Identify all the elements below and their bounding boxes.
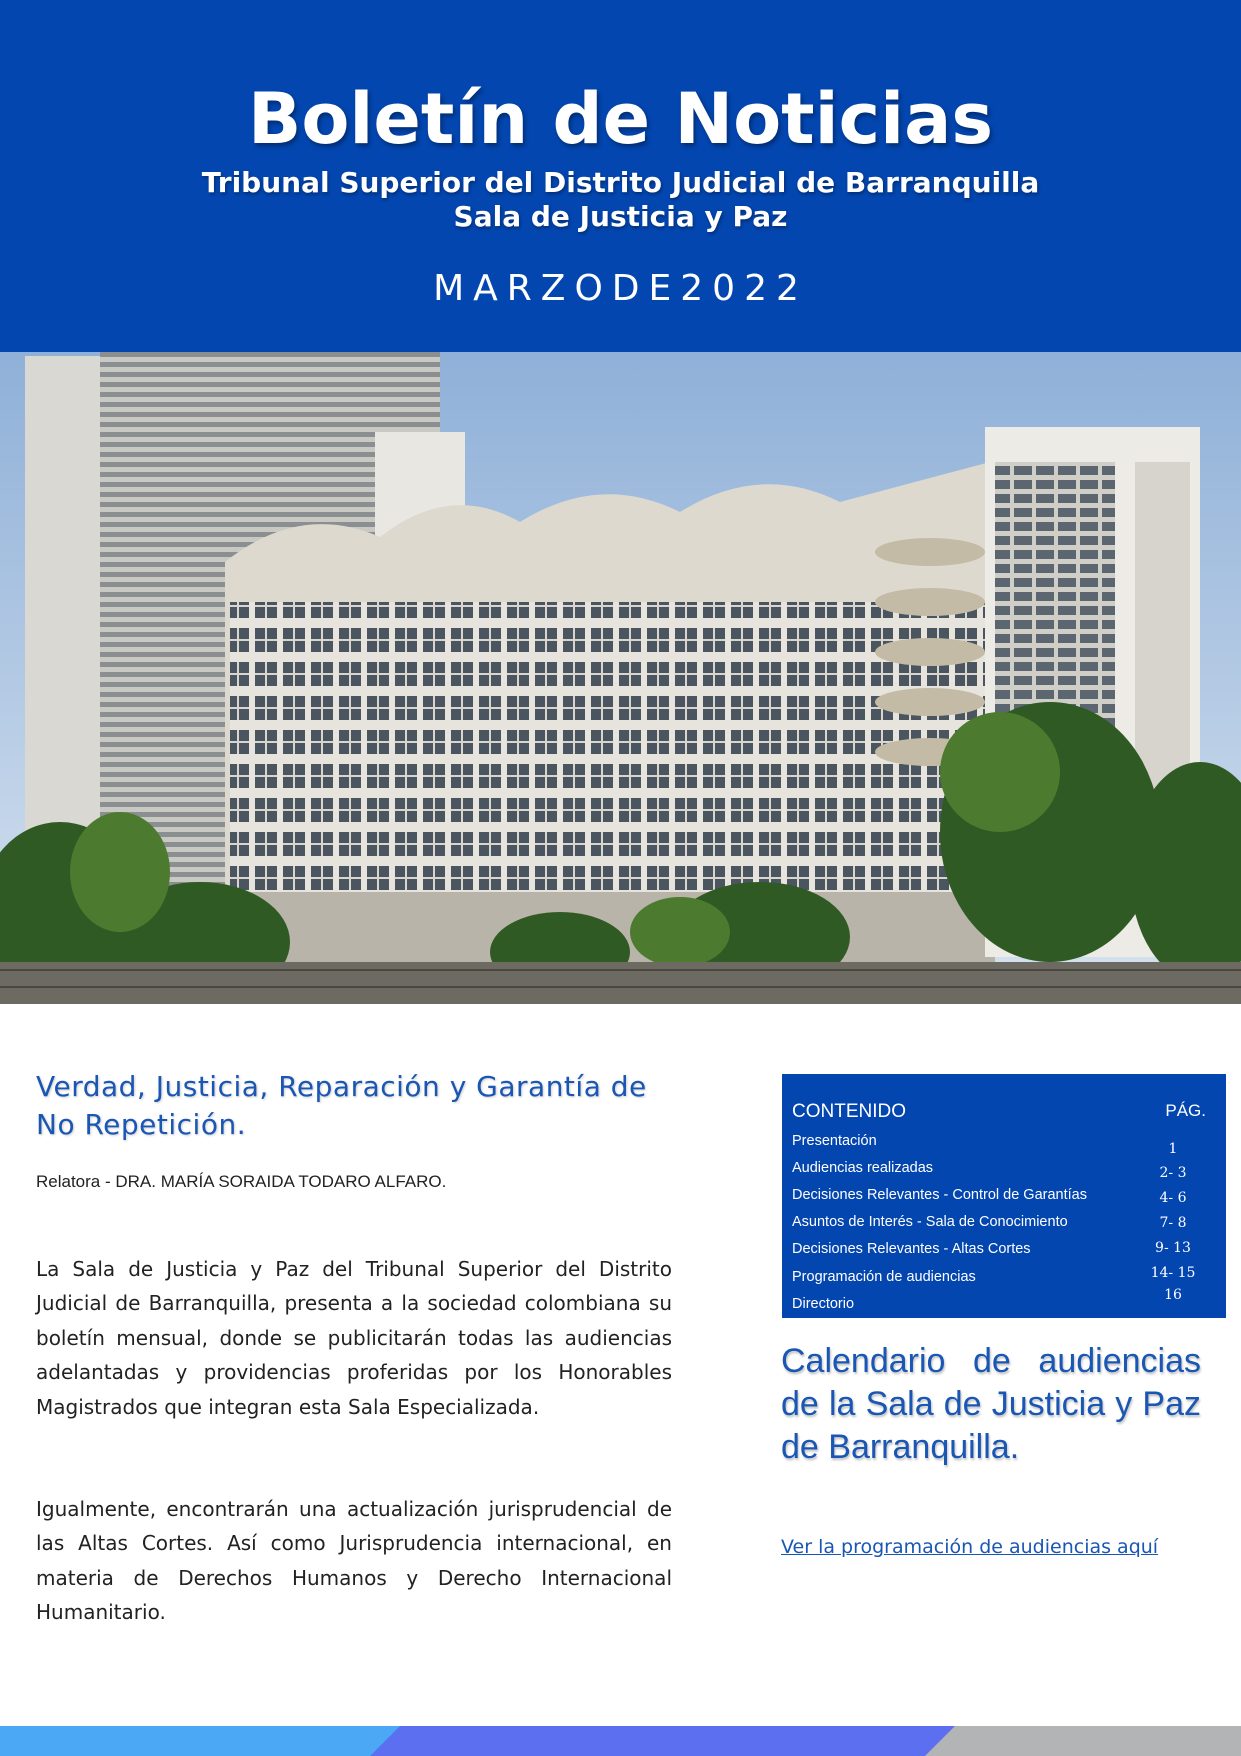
toc-item-page: 4- 6	[1159, 1190, 1187, 1206]
issue-date: MARZODE2022	[433, 268, 808, 309]
court-name: Tribunal Superior del Distrito Judicial de Barranquilla	[201, 166, 1040, 199]
toc-item-label: Decisiones Relevantes - Control de Garantías	[792, 1187, 1087, 1203]
toc-item-page: 14- 15	[1150, 1265, 1196, 1281]
relatora-line: Relatora - DRA. MARÍA SORAIDA TODARO ALFARO.	[36, 1172, 447, 1191]
toc-item-label: Asuntos de Interés - Sala de Conocimiento	[792, 1214, 1068, 1230]
table-of-contents	[782, 1074, 1226, 1318]
toc-item-page: 7- 8	[1159, 1215, 1187, 1231]
toc-item-page: 2- 3	[1159, 1165, 1187, 1181]
header-banner	[0, 0, 1241, 352]
hearing-schedule-link[interactable]: Ver la programación de audiencias aquí	[781, 1536, 1159, 1558]
intro-heading: Verdad, Justicia, Reparación y Garantía de No Repetición.	[36, 1070, 647, 1141]
toc-page-heading: PÁG.	[1165, 1101, 1206, 1120]
newsletter-title: Boletín de Noticias	[247, 78, 994, 160]
toc-item-label: Programación de audiencias	[792, 1269, 976, 1285]
chamber-name: Sala de Justicia y Paz	[453, 200, 788, 233]
courthouse-building-photo	[0, 352, 1241, 1004]
intro-paragraph: Igualmente, encontrarán una actualización jurisprudencial de las Altas Cortes. Así como Jurisprudencia internacional, en materia de Derechos Humanos y Derecho Internacional Humanitario.	[36, 1497, 672, 1625]
toc-item-page: 9- 13	[1155, 1240, 1191, 1256]
building-illustration	[0, 352, 1241, 1004]
toc-heading: CONTENIDO	[792, 1101, 906, 1122]
toc-item-label: Presentación	[792, 1133, 877, 1149]
intro-paragraph: La Sala de Justicia y Paz del Tribunal Superior del Distrito Judicial de Barranquilla, presenta a la sociedad colombiana su boletín mensual, donde se publicitarán todas las audiencias adelantadas y providencias proferidas por los Honorables Magistrados que integran esta Sala Especializada.	[36, 1257, 672, 1419]
toc-item-page: 1	[1168, 1141, 1178, 1157]
toc-item-page: 16	[1164, 1287, 1182, 1303]
toc-item-label: Audiencias realizadas	[792, 1160, 934, 1176]
footer-color-bar	[0, 1726, 1241, 1756]
toc-item-label: Directorio	[792, 1296, 855, 1312]
calendar-title: Calendario de audiencias de la Sala de Justicia y Paz de Barranquilla.	[781, 1342, 1201, 1466]
toc-item-label: Decisiones Relevantes - Altas Cortes	[792, 1241, 1031, 1257]
